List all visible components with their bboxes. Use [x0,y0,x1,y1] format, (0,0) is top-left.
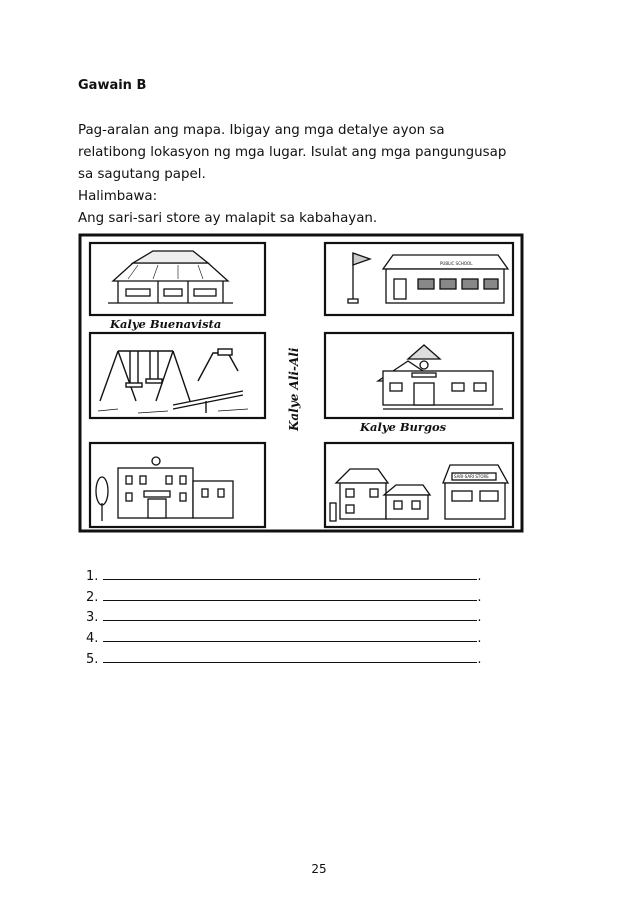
answer-line[interactable] [103,607,477,621]
school-sign: PUBLIC SCHOOL [440,261,473,266]
answer-number: 3. [86,610,99,626]
answer-number: 2. [86,589,99,605]
answer-row [86,628,482,649]
answer-end: . [477,610,482,626]
answer-end: . [477,589,482,605]
answer-row [86,566,482,587]
answer-lines [86,566,482,669]
instruction-line: relatibong lokasyon ng mga lugar. Isulat ang mga pangungusap [78,145,507,160]
answer-line[interactable] [103,649,477,663]
answer-number: 4. [86,631,99,647]
example-sentence: Ang sari-sari store ay malapit sa kabahayan. [78,211,378,226]
street-label-burgos: Kalye Burgos [360,420,447,434]
instructions [78,120,578,230]
instruction-line: Pag-aralan ang mapa. Ibigay ang mga detalye ayon sa [78,123,445,138]
answer-row [86,649,482,670]
answer-number: 5. [86,651,99,667]
street-label-ali-ali: Kalye Ali-Ali [287,347,301,431]
answer-row [86,587,482,608]
answer-row [86,607,482,628]
answer-end: . [477,569,482,584]
community-map [78,233,524,533]
page-number: 25 [311,862,327,876]
answer-end: . [477,651,482,667]
instruction-line: sa sagutang papel. [78,167,206,182]
answer-line[interactable] [103,566,477,580]
answer-number: 1. [86,569,99,584]
answer-line[interactable] [103,628,477,642]
street-label-buenavista: Kalye Buenavista [110,317,222,331]
activity-title: Gawain B [78,78,147,93]
answer-line[interactable] [103,587,477,601]
answer-end: . [477,631,482,647]
store-sign: SARI-SARI STORE [454,474,489,479]
example-label: Halimbawa: [78,189,158,204]
